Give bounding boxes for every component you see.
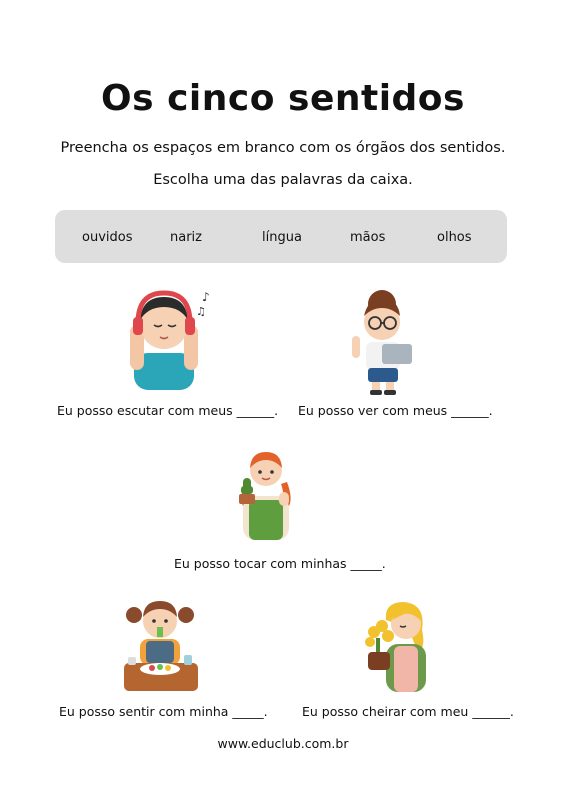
girl-eating-illustration <box>120 597 202 695</box>
sentence-hearing: Eu posso escutar com meus ______. <box>57 403 279 418</box>
instruction-line-2: Escolha uma das palavras da caixa. <box>153 172 413 188</box>
word-bank-item: mãos <box>350 230 386 245</box>
svg-text:♫: ♫ <box>196 305 206 318</box>
instruction-line-1: Preencha os espaços em branco com os órgãos dos sentidos. <box>60 140 506 156</box>
page-title: Os cinco sentidos <box>101 78 465 119</box>
boy-glasses-illustration <box>348 288 418 396</box>
word-bank-item: nariz <box>170 230 202 245</box>
sentence-touch: Eu posso tocar com minhas _____. <box>174 556 386 571</box>
word-bank-item: ouvidos <box>82 230 133 245</box>
boy-headphones-illustration <box>122 285 222 390</box>
word-bank-box <box>55 210 507 263</box>
girl-cactus-illustration <box>231 448 301 540</box>
girl-flowers-illustration <box>360 600 435 692</box>
word-bank-item: olhos <box>437 230 472 245</box>
footer-url: www.educlub.com.br <box>217 736 349 751</box>
svg-text:♪: ♪ <box>202 290 210 304</box>
word-bank-item: língua <box>262 230 302 245</box>
sentence-taste: Eu posso sentir com minha _____. <box>59 704 268 719</box>
sentence-smell: Eu posso cheirar com meu ______. <box>302 704 514 719</box>
sentence-sight: Eu posso ver com meus ______. <box>298 403 493 418</box>
